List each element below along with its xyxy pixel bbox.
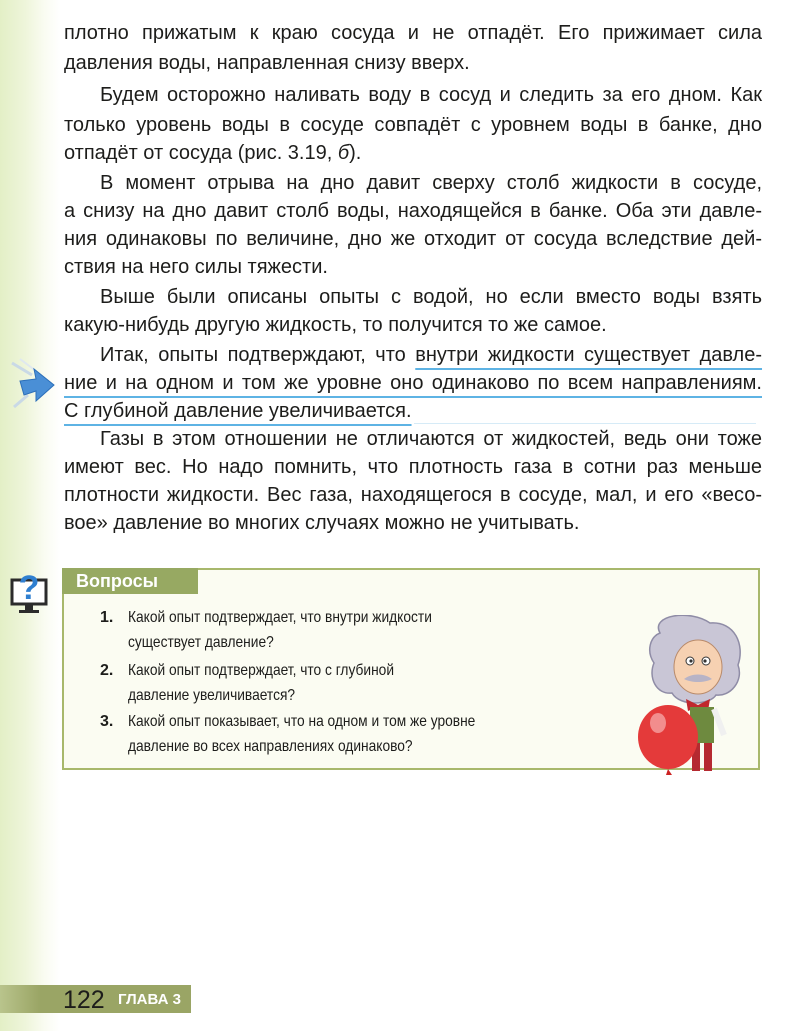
svg-text:?: ? (18, 569, 40, 607)
question-text: существует давление? (128, 634, 274, 651)
question-text: Какой опыт подтверждает, что с глубиной (128, 662, 395, 679)
page-number: 122 (63, 986, 105, 1014)
questions-title: Вопросы (62, 568, 198, 594)
body-line: какую-нибудь другую жидкость, то получится то же самое. (64, 314, 607, 336)
question-number: 2. (100, 662, 114, 679)
body-line (64, 370, 762, 396)
body-line (100, 342, 762, 368)
question-number: 3. (100, 713, 114, 730)
body-line: а снизу на дно давит столб воды, находящейся в банке. Оба эти давле- (64, 200, 762, 222)
question-item (100, 661, 437, 681)
body-line: Газы в этом отношении не отличаются от жидкостей, ведь они тоже (100, 428, 762, 450)
rule-divider (414, 423, 756, 424)
body-line: В момент отрыва на дно давит сверху столб жидкости в сосуде, (100, 172, 762, 194)
page-margin-strip (0, 0, 60, 1031)
question-item (100, 712, 532, 732)
question-text: Какой опыт показывает, что на одном и том же уровне (128, 713, 476, 730)
question-text: давление увеличивается? (128, 687, 296, 704)
question-item (100, 608, 481, 628)
question-item-cont (128, 633, 298, 653)
highlighted-rule: внутри жидкости существует давле- (415, 344, 763, 366)
body-line: ния одинаковы по величине, дно же отходит от сосуда вследствие дей- (64, 228, 762, 250)
body-line (64, 398, 762, 424)
body-line: давления воды, направленная снизу вверх. (64, 52, 470, 74)
body-text: отпадёт от сосуда (рис. 3.19, (64, 142, 338, 164)
body-line: Будем осторожно наливать воду в сосуд и следить за его дном. Как (100, 84, 762, 106)
chapter-label: ГЛАВА 3 (118, 991, 181, 1008)
figure-ref-italic: б (337, 142, 350, 164)
questions-monitor-icon (10, 566, 48, 616)
question-text: давление во всех направлениях одинаково? (128, 738, 413, 755)
arrow-pointer-icon (6, 355, 56, 415)
body-text: Итак, опыты подтверждают, что (100, 344, 416, 366)
question-item-cont (128, 686, 322, 706)
highlighted-rule: С глубиной давление увеличивается. (64, 400, 412, 422)
scientist-with-balloon-illustration (620, 615, 760, 775)
body-line (64, 140, 762, 166)
highlighted-rule: ние и на одном и том же уровне оно одинаково по всем направлениям. (64, 372, 762, 394)
question-item-cont (128, 737, 459, 757)
body-text: ). (349, 142, 362, 164)
body-line: плотности жидкости. Вес газа, находящегося в сосуде, мал, и его «весо- (64, 484, 762, 506)
body-line: только уровень воды в сосуде совпадёт с уровнем воды в банке, дно (64, 114, 762, 136)
body-line: вое» давление во многих случаях можно не учитывать. (64, 512, 580, 534)
question-text: Какой опыт подтверждает, что внутри жидкости (128, 609, 432, 626)
body-line: ствия на него силы тяжести. (64, 256, 328, 278)
body-line: плотно прижатым к краю сосуда и не отпадёт. Его прижимает сила (64, 22, 762, 44)
body-line: Выше были описаны опыты с водой, но если вместо воды взять (100, 286, 762, 308)
question-number: 1. (100, 609, 114, 626)
body-line: имеют вес. Но надо помнить, что плотность газа в сотни раз меньше (64, 456, 762, 478)
